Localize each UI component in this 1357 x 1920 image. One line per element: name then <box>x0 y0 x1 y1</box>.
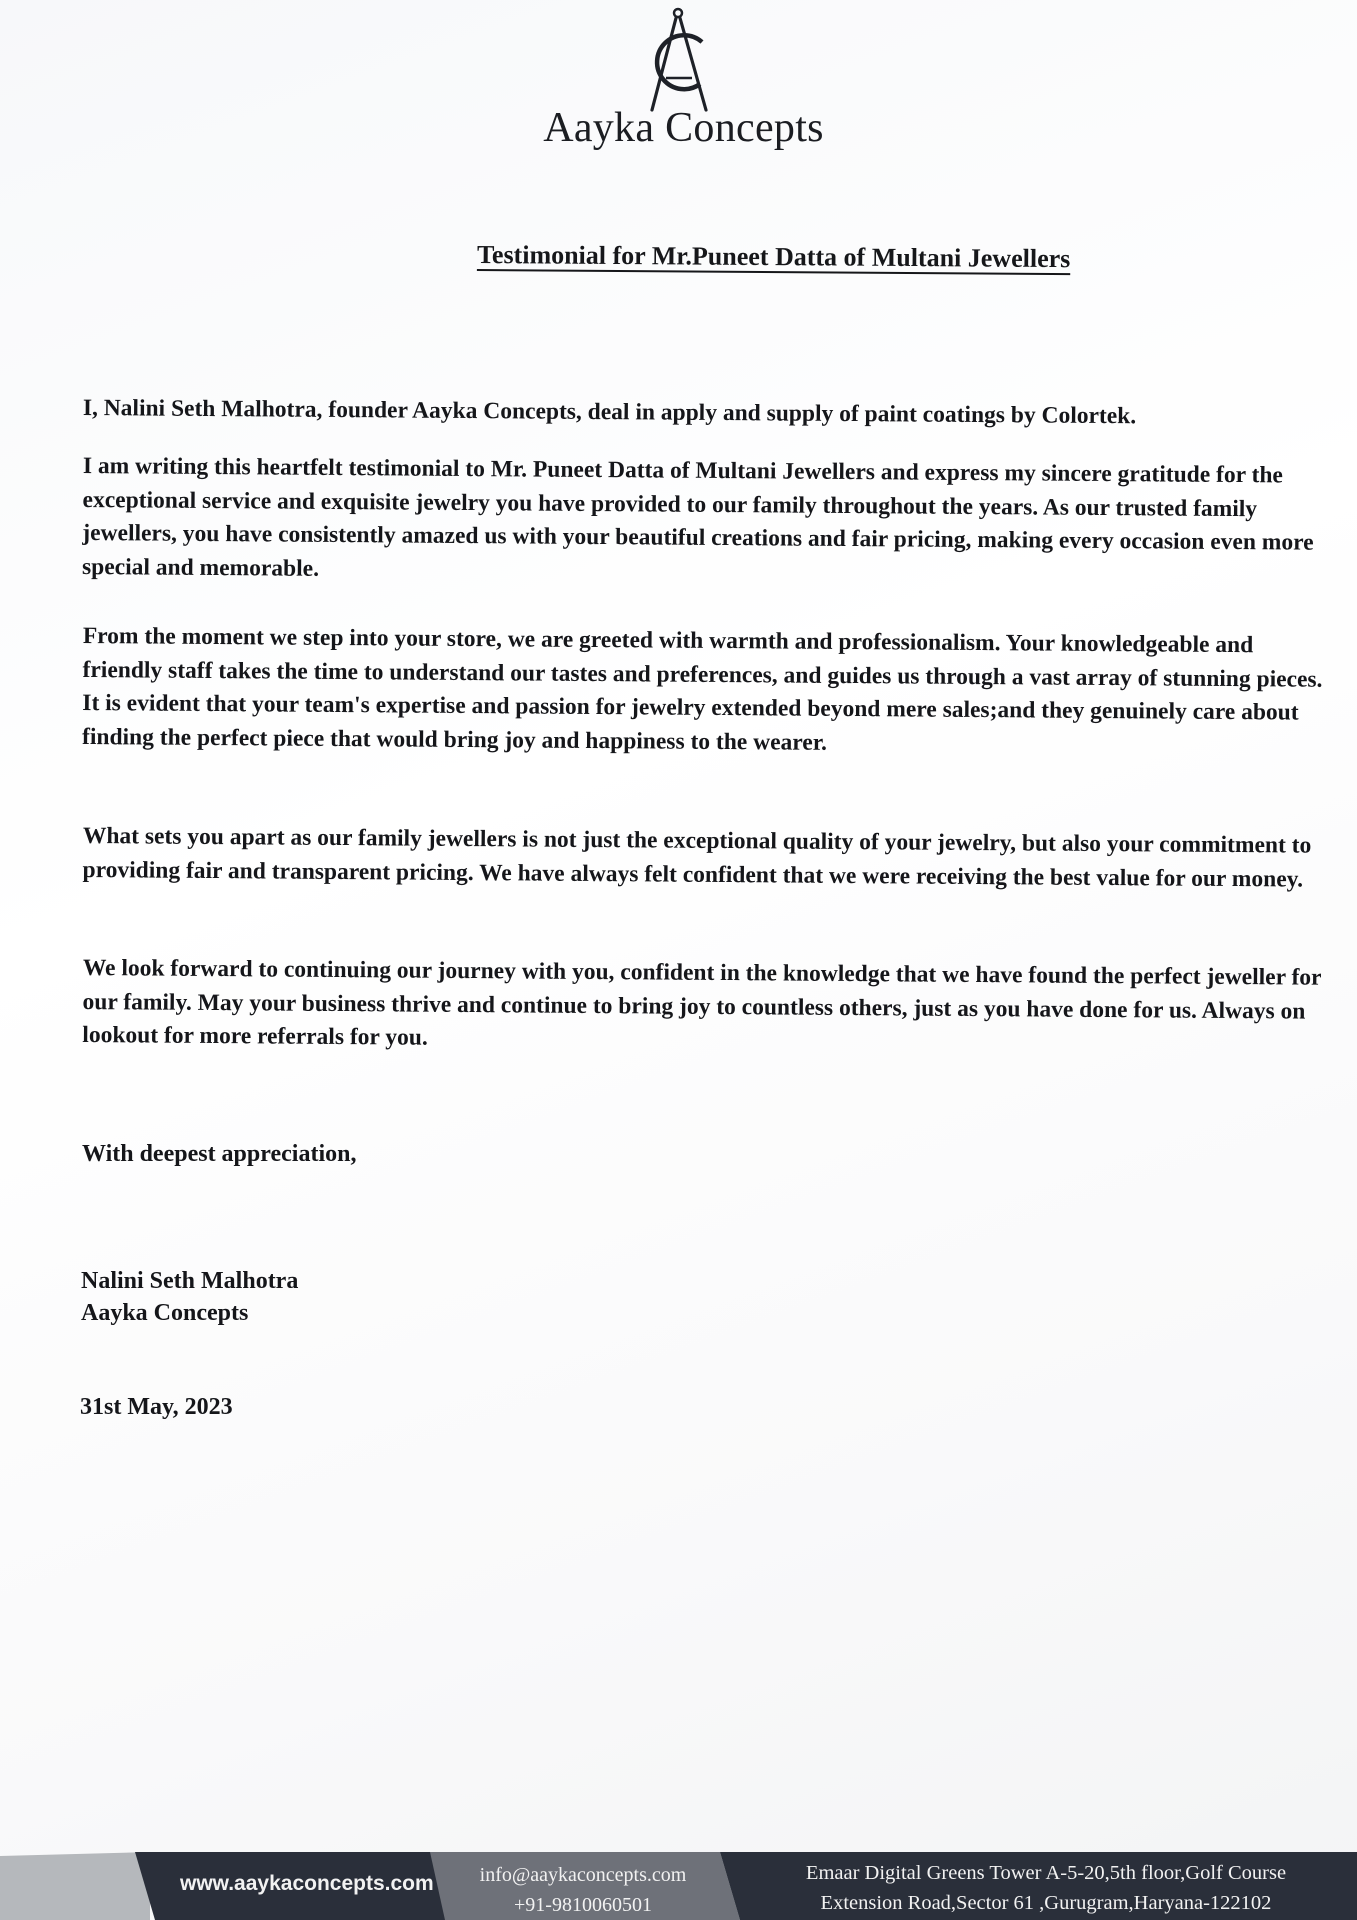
footer-email-link[interactable]: info@aaykaconcepts.com <box>479 1864 687 1886</box>
closing-salutation: With deepest appreciation, <box>82 1141 357 1167</box>
paragraph-intro: I, Nalini Seth Malhotra, founder Aayka Concepts, deal in apply and supply of paint coatings by Colortek. <box>82 394 1137 430</box>
footer-phone: +91-9810060501 <box>514 1894 652 1916</box>
footer-contact <box>432 1860 734 1920</box>
paragraph-pricing: What sets you apart as our family jewellers is not just the exceptional quality of your jewelry, but also your commitment to providing fair and transparent pricing. We have always felt confident that we were receiving the best value for our money. <box>82 822 1312 893</box>
paragraph-closing-remarks: We look forward to continuing our journey with you, confident in the knowledge that we have found the perfect jeweller for our family. May your business thrive and continue to bring joy to countless others, just as you have done for us. Always on lookout for more referrals for you. <box>82 954 1322 1051</box>
compass-ac-monogram-icon <box>636 6 720 116</box>
letterhead <box>0 0 1357 170</box>
footer-website-link[interactable]: www.aaykaconcepts.com <box>180 1872 434 1895</box>
paragraph-store-experience: From the moment we step into your store, we are greeted with warmth and professionalism. Your knowledgeable and friendly staff takes the time to understand our tastes and preferences, and guides us through a vast array of stunning pieces. It is evident that your team's expertise and passion for jewelry extended beyond mere sales;and they genuinely care about finding the perfect piece that would bring joy and happiness to the wearer. <box>81 622 1323 756</box>
letter-date: 31st May, 2023 <box>80 1394 233 1420</box>
signatory-company: Aayka Concepts <box>81 1300 249 1326</box>
paragraph-gratitude: I am writing this heartfelt testimonial to Mr. Puneet Datta of Multani Jewellers and express my sincere gratitude for the exceptional service and exquisite jewelry you have provided to our family throughout the years. As our trusted family jewellers, you have consistently amazed us with your beautiful creations and fair pricing, making every occasion even more special and memorable. <box>81 452 1314 582</box>
signatory-name: Nalini Seth Malhotra <box>81 1268 299 1294</box>
footer-band <box>0 1848 1357 1920</box>
document-title: Testimonial for Mr.Puneet Datta of Multani Jewellers <box>476 240 1071 274</box>
footer-address-line-2: Extension Road,Sector 61 ,Gurugram,Haryana-122102 <box>820 1892 1272 1914</box>
footer-address <box>735 1858 1357 1918</box>
company-name: Aayka Concepts <box>543 105 824 151</box>
footer-address-line-1: Emaar Digital Greens Tower A-5-20,5th floor,Golf Course <box>805 1862 1287 1884</box>
